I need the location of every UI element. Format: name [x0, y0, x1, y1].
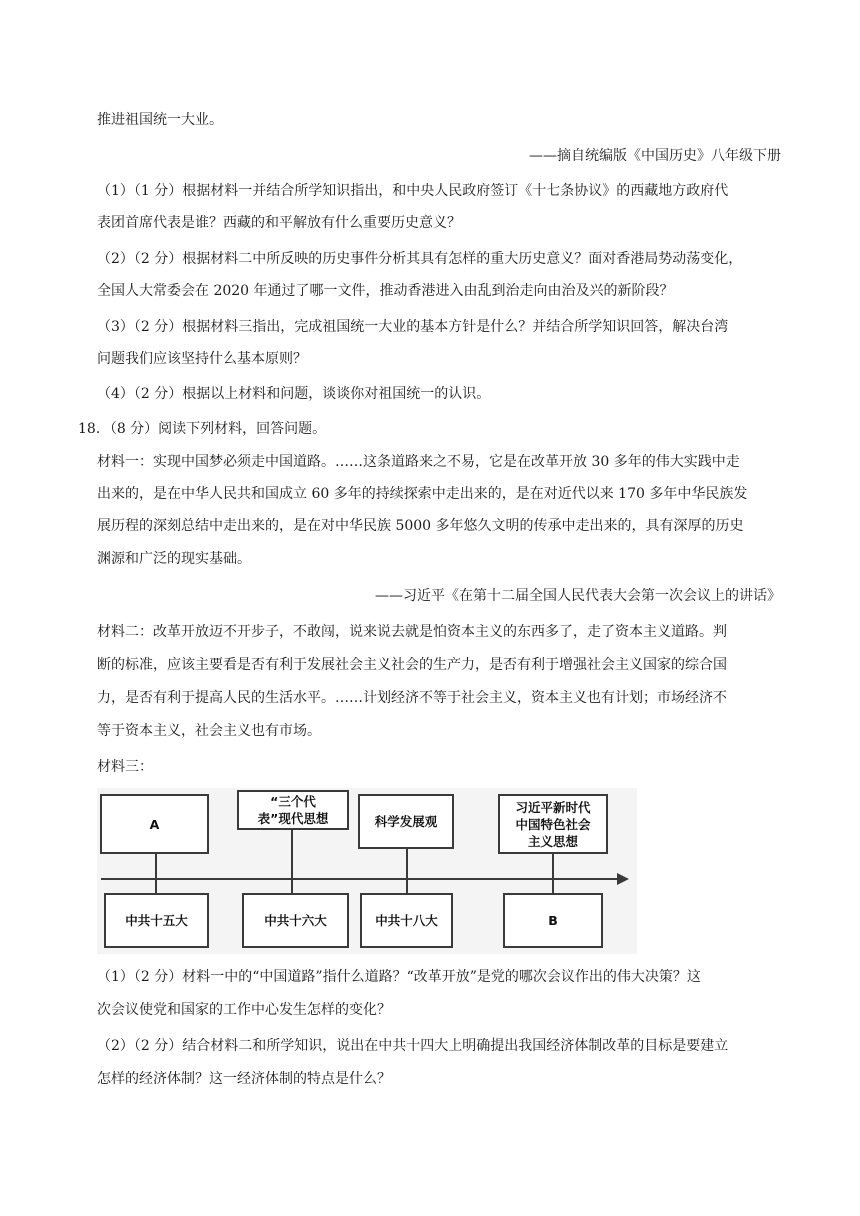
source-citation: ——习近平《在第十二届全国人民代表大会第一次会议上的讲话》	[375, 588, 781, 604]
question-17-3: （3）（2 分）根据材料三指出，完成祖国统一大业的基本方针是什么？并结合所学知识回答，解决台湾	[97, 319, 729, 335]
question-17-2-cont: 全国人大常委会在 2020 年通过了哪一文件，推动香港进入由乱到治走向由治及兴的新阶段？	[97, 283, 674, 299]
material-3-label: 材料三：	[97, 759, 153, 775]
material-1-cont: 渊源和广泛的现实基础。	[97, 551, 251, 567]
question-18-1: （1）（2 分）材料一中的“中国道路”指什么道路？“改革开放”是党的哪次会议作出的伟大决策？这	[97, 969, 701, 985]
connector	[406, 848, 408, 896]
timeline-diagram	[97, 788, 637, 954]
question-18-header: 18．（8 分）阅读下列材料，回答问题。	[78, 421, 327, 437]
diagram-box-three-represents: “三个代 表”现代思想	[237, 790, 349, 830]
question-17-4: （4）（2 分）根据以上材料和问题，谈谈你对祖国统一的认识。	[97, 386, 491, 402]
source-citation: ——摘自统编版《中国历史》八年级下册	[529, 148, 781, 164]
diagram-box-xi-thought: 习近平新时代 中国特色社会 主义思想	[498, 794, 608, 854]
question-18-2-cont: 怎样的经济体制？这一经济体制的特点是什么？	[97, 1071, 391, 1087]
connector	[291, 828, 293, 898]
diagram-box-scientific-outlook: 科学发展观	[358, 794, 454, 849]
question-17-3-cont: 问题我们应该坚持什么基本原则？	[97, 351, 307, 367]
question-18-2: （2）（2 分）结合材料二和所学知识，说出在中共十四大上明确提出我国经济体制改革的目标是要建立	[97, 1038, 729, 1054]
material-1: 材料一：实现中国梦必须走中国道路。……这条道路来之不易，它是在改革开放 30 多年的伟大实践中走	[97, 454, 740, 470]
question-17-2: （2）（2 分）根据材料二中所反映的历史事件分析其具有怎样的重大历史意义？面对香港局势动荡变化，	[97, 251, 743, 267]
material-1-cont: 出来的，是在中华人民共和国成立 60 多年的持续探索中走出来的，是在对近代以来 170 多年中华民族发	[97, 486, 748, 502]
timeline-arrow	[617, 873, 629, 885]
text-line: 推进祖国统一大业。	[97, 112, 223, 128]
diagram-box-18th-congress: 中共十八大	[360, 893, 453, 948]
question-17-1-cont: 表团首席代表是谁？西藏的和平解放有什么重要历史意义？	[97, 215, 461, 231]
material-2-cont: 等于资本主义，社会主义也有市场。	[97, 723, 321, 739]
material-2-cont: 力，是否有利于提高人民的生活水平。……计划经济不等于社会主义，资本主义也有计划；市场经济不	[97, 690, 727, 706]
question-17-1: （1）（1 分）根据材料一并结合所学知识指出，和中央人民政府签订《十七条协议》的西藏地方政府代	[97, 183, 729, 199]
connector	[155, 852, 157, 896]
material-2: 材料二：改革开放迈不开步子，不敢闯，说来说去就是怕资本主义的东西多了，走了资本主义道路。判	[97, 624, 727, 640]
diagram-box-16th-congress: 中共十六大	[242, 893, 349, 948]
question-18-1-cont: 次会议使党和国家的工作中心发生怎样的变化？	[97, 1002, 391, 1018]
diagram-box-15th-congress: 中共十五大	[104, 893, 209, 948]
connector	[552, 852, 554, 896]
material-1-cont: 展历程的深刻总结中走出来的，是在对中华民族 5000 多年悠久文明的传承中走出来的，具有深厚的历史	[97, 518, 744, 534]
material-2-cont: 断的标准，应该主要看是否有利于发展社会主义社会的生产力，是否有利于增强社会主义国家的综合国	[97, 657, 727, 673]
diagram-box-b: B	[503, 893, 603, 948]
timeline-axis	[101, 878, 617, 880]
diagram-box-a: A	[100, 794, 209, 854]
